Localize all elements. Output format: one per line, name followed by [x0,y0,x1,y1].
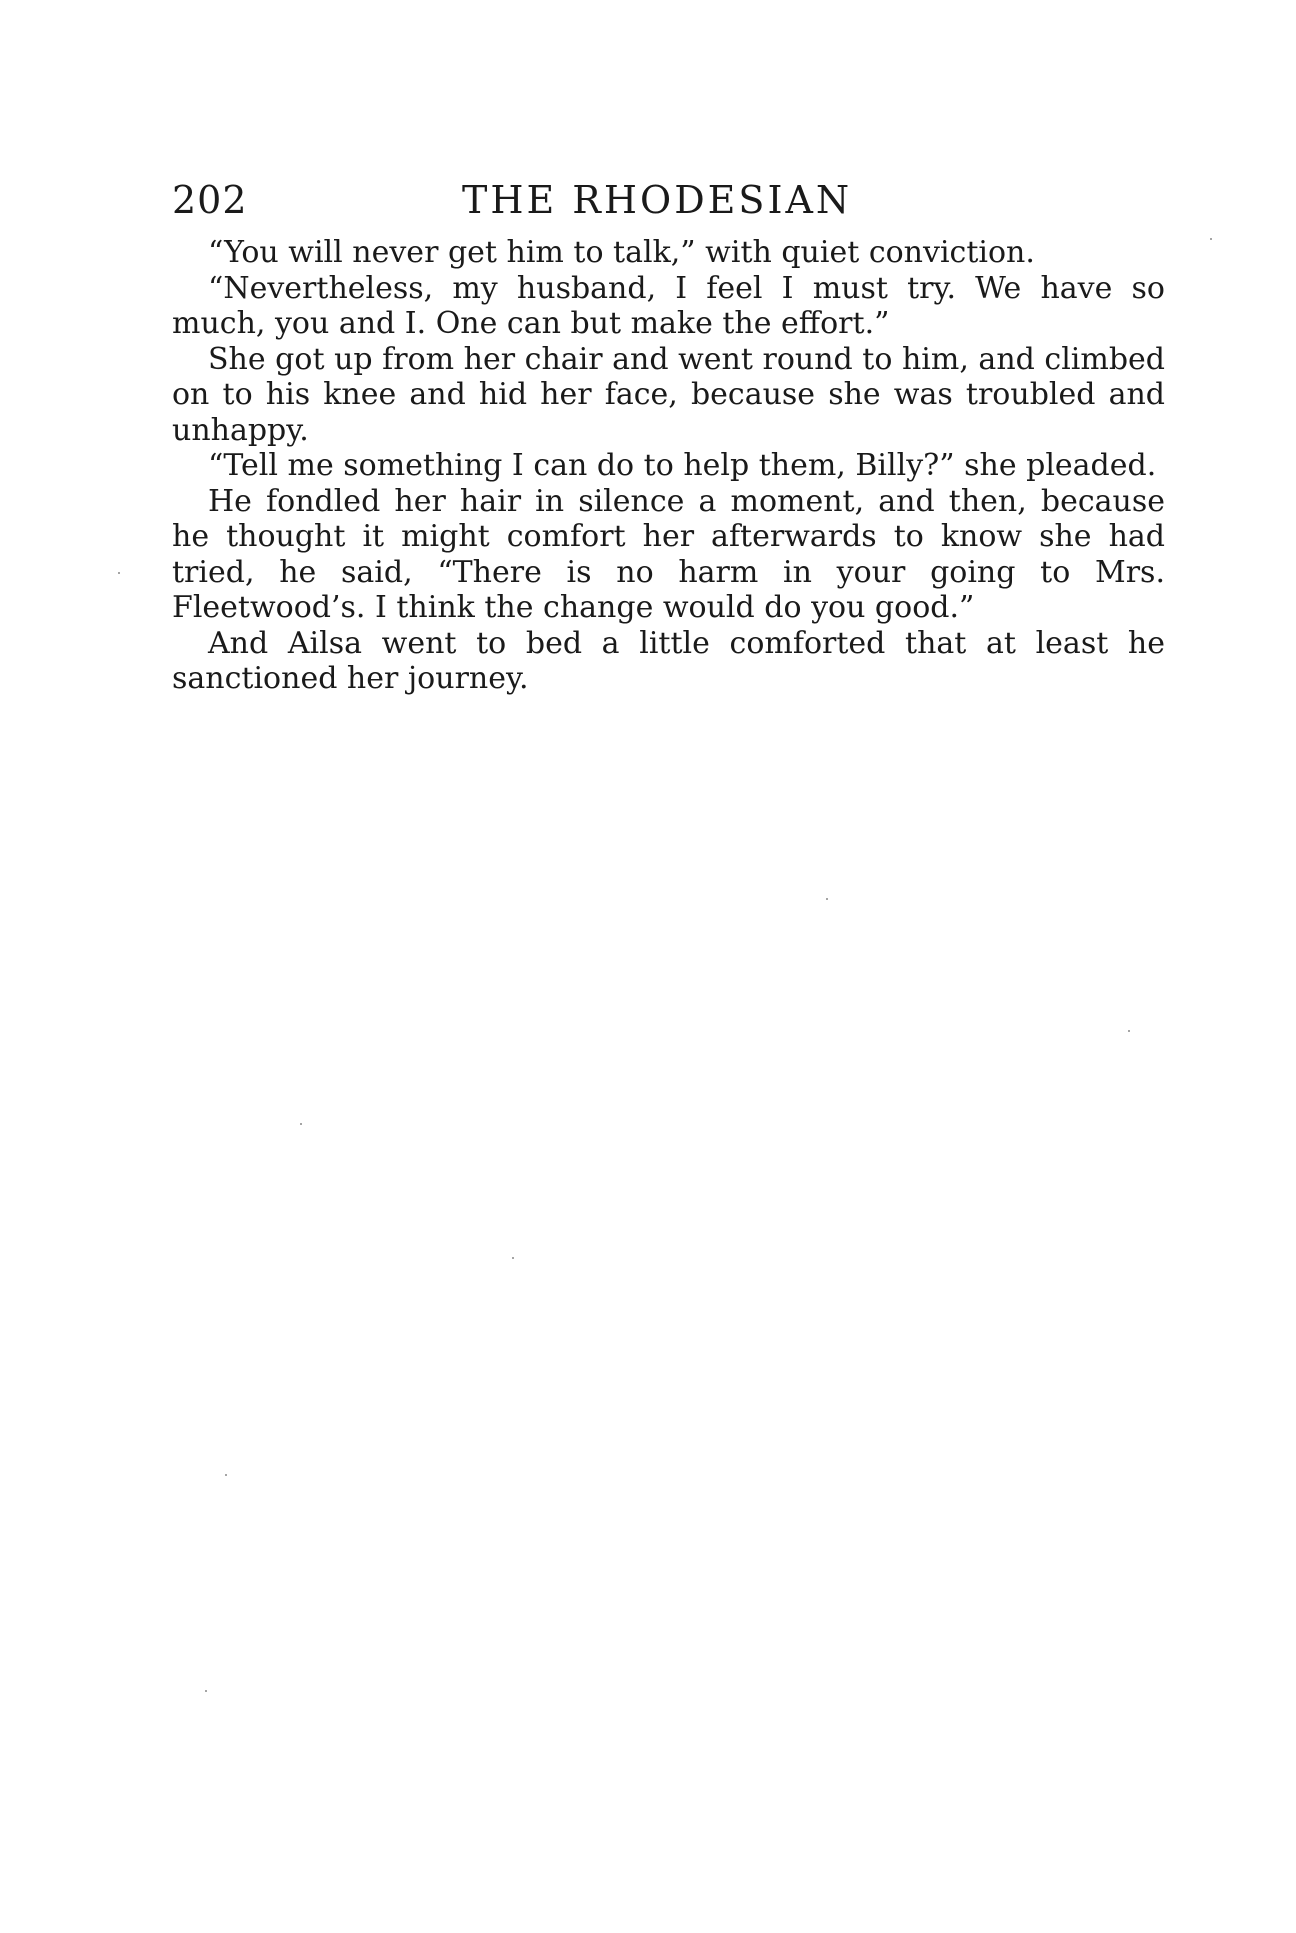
paper-speck [1128,1030,1130,1032]
paper-speck [205,1690,207,1692]
paragraph: “Nevertheless, my husband, I feel I must try. We have so much, you and I. One can but make the effort.” [172,270,1165,341]
running-title: THE RHODESIAN [462,178,853,222]
paper-speck [225,1474,227,1476]
paragraph: She got up from her chair and went round to him, and climbed on to his knee and hid her face, because she was troubled and unhappy. [172,341,1165,448]
paragraph: “Tell me something I can do to help them, Billy?” she pleaded. [208,448,1157,483]
body-text [172,235,1165,697]
paper-speck [118,572,120,574]
paper-speck [512,1257,514,1259]
running-head [172,170,1165,230]
paragraph: “You will never get him to talk,” with quiet conviction. [208,235,1035,270]
paragraph: He fondled her hair in silence a moment, and then, because he thought it might comfort her afterwards to know she had tried, he said, “There is no harm in your going to Mrs. Fleetwood’s. I think the change would do you good.” [172,483,1165,625]
paper-speck [300,1123,302,1125]
paper-speck [1210,238,1212,240]
paper-speck [826,898,828,900]
paragraph: And Ailsa went to bed a little comforted that at least he sanctioned her journey. [172,625,1165,696]
page-number: 202 [172,178,248,222]
